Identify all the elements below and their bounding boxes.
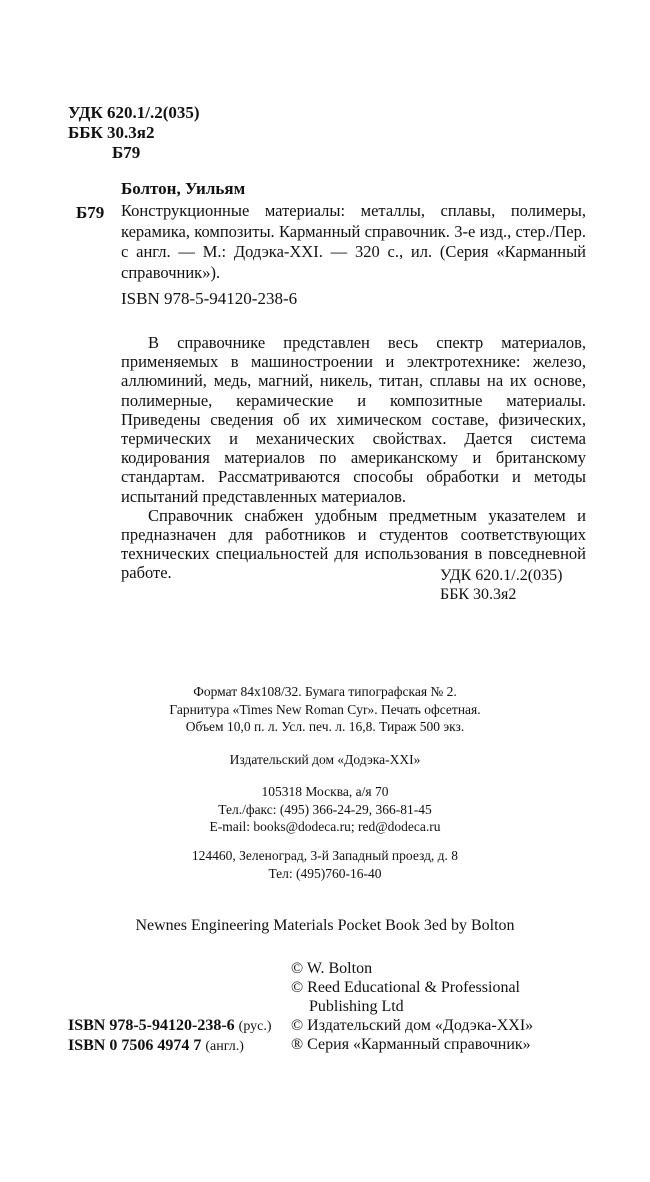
- copyright-line: © Reed Educational & Professional: [291, 979, 520, 996]
- zelenograd-phone: Тел: (495)760-16-40: [268, 865, 382, 881]
- isbn-row: [68, 1016, 272, 1036]
- copyright-line: © W. Bolton: [291, 960, 373, 977]
- moscow-address: 105318 Москва, а/я 70: [261, 784, 389, 799]
- copyright-line: ® Серия «Карманный справочник»: [291, 1036, 531, 1053]
- isbn-row: [68, 1036, 272, 1056]
- abstract: [121, 333, 586, 583]
- abstract-paragraph-2: Справочник снабжен удобным предметным указателем и предназначен для работников и студентов соответствующих технических специальностей для использования в повседневной работе.: [121, 505, 586, 583]
- abstract-paragraph-1: В справочнике представлен весь спектр материалов, применяемых в машиностроении и электротехнике: железо, аллюминий, медь, магний, никель, титан, сплавы на их основе, полимерные, керамические и композитные материалы. Приведены сведения об их химическом составе, физических, термических и механических свойствах. Дается система кодирования материалов по американскому и британскому стандартам. Рассматриваются способы обработки и методы испытаний представленных материалов.: [121, 333, 586, 506]
- moscow-phone: Тел./факс: (495) 366-24-29, 366-81-45: [218, 801, 432, 817]
- classification-block: [68, 103, 200, 163]
- isbn-number: ISBN 0 7506 4974 7: [68, 1037, 202, 1054]
- bbk-code: ББК 30.3я2: [68, 123, 155, 142]
- copyright-line: © Издательский дом «Додэка-XXI»: [291, 1017, 534, 1034]
- isbn-number: ISBN 978-5-94120-238-6: [68, 1017, 235, 1034]
- bibliographic-description: Конструкционные материалы: металлы, сплавы, полимеры, керамика, композиты. Карманный справочник. 3-е изд., стер./Пер. с англ. — М.: Додэка-XXI. — 320 с., ил. (Серия «Карманный справочник»).: [121, 201, 586, 282]
- classification-right: [440, 566, 562, 604]
- copyright-line: Publishing Ltd: [309, 998, 404, 1015]
- bbk-code-right: ББК 30.3я2: [440, 586, 517, 603]
- udc-code-right: УДК 620.1/.2(035): [440, 567, 563, 584]
- isbn-language: (рус.): [238, 1019, 272, 1034]
- publisher-name: Издательский дом «Додэка-XXI»: [229, 752, 421, 767]
- isbn-main: ISBN 978-5-94120-238-6: [121, 289, 298, 308]
- udc-code: УДК 620.1/.2(035): [68, 103, 200, 122]
- author-name: Болтон, Уильям: [121, 179, 246, 198]
- original-title: Newnes Engineering Materials Pocket Book 3ed by Bolton: [135, 917, 515, 934]
- contacts-zelenograd: [0, 847, 650, 882]
- author-code: Б79: [112, 143, 141, 162]
- zelenograd-address: 124460, Зеленоград, 3-й Западный проезд, д. 8: [191, 848, 459, 863]
- side-author-code: Б79: [76, 203, 105, 222]
- print-spec-line: Гарнитура «Times New Roman Cyr». Печать офсетная.: [169, 701, 481, 717]
- isbn-language: (англ.): [205, 1039, 244, 1054]
- contacts-moscow: [0, 783, 650, 836]
- print-spec-line: Формат 84x108/32. Бумага типографская № 2.: [193, 684, 457, 699]
- isbn-list: [68, 1016, 272, 1056]
- print-specs: [0, 683, 650, 736]
- copyright-block: [291, 959, 533, 1054]
- print-spec-line: Объем 10,0 п. л. Усл. печ. л. 16,8. Тираж 500 экз.: [185, 719, 465, 734]
- moscow-email: E-mail: books@dodeca.ru; red@dodeca.ru: [209, 819, 441, 834]
